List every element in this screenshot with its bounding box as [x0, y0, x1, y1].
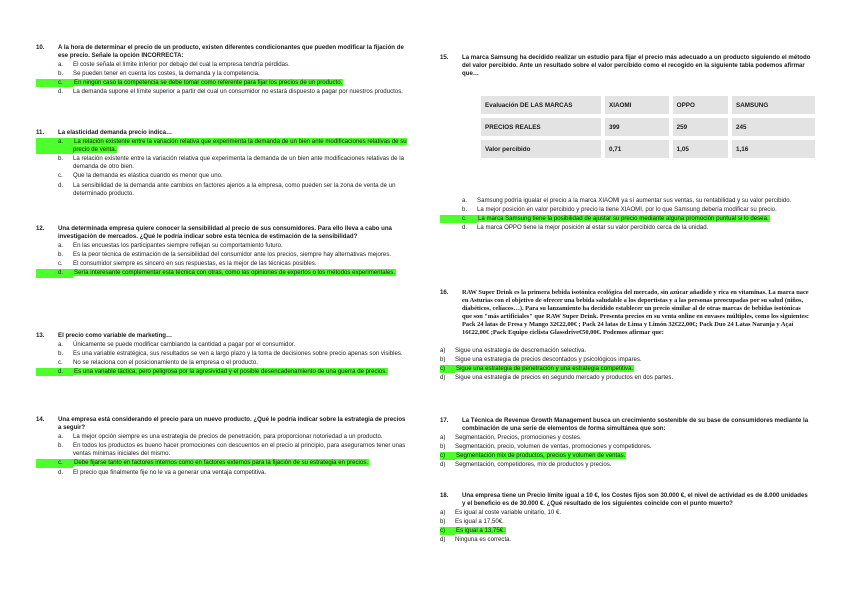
table-cell: Valor percibido	[479, 138, 603, 160]
option-text: Sigue una estrategia de descremación selectiva.	[455, 346, 587, 354]
option-letter: b)	[440, 518, 446, 526]
option-b[interactable]	[36, 251, 408, 259]
option-letter: b.	[462, 206, 468, 214]
option-letter: b.	[58, 350, 64, 358]
option-d[interactable]	[440, 461, 812, 469]
option-text-highlighted: Debe fijarse tanto en factores internos como en factores externos para la fijación de su estrategia en precios.	[74, 459, 369, 467]
perceived-value-table	[477, 92, 819, 162]
option-d[interactable]	[440, 536, 812, 544]
option-text-highlighted: En ningún caso la competencia se debe tomar como referente para fijar los precios de un producto.	[74, 79, 343, 87]
option-letter: a.	[462, 197, 468, 204]
table-cell: 0,71	[603, 138, 671, 160]
question-10	[36, 44, 408, 97]
option-letter: b.	[58, 70, 64, 78]
table-row	[479, 94, 817, 116]
option-text: Que la demanda es elástica cuando es menor que uno.	[73, 172, 223, 180]
table-cell: 1,16	[730, 138, 817, 160]
option-letter: c)	[440, 365, 455, 373]
option-letter: b.	[58, 155, 64, 163]
option-letter: d)	[440, 536, 446, 544]
table-cell: XIAOMI	[603, 94, 671, 116]
question-13	[36, 332, 408, 376]
question-16	[440, 289, 812, 382]
option-text: El precio que finalmente fije no le va a generar una ventaja competitiva.	[73, 468, 267, 476]
question-text: La elasticidad demanda precio indica…	[58, 129, 173, 136]
option-text-highlighted: La relación existente entre la variación relativa que experimenta la demanda de un bien ante modificaciones relativas de su precio de venta.	[73, 138, 407, 154]
table-cell: 399	[603, 116, 671, 138]
option-letter: a.	[58, 242, 64, 250]
option-letter: a)	[440, 346, 446, 354]
question-text: A la hora de determinar el precio de un producto, existen diferentes condicionantes que pueden modificar la fijación de ese precio. Señale la opción INCORRECTA:	[58, 44, 404, 60]
option-c[interactable]	[36, 359, 408, 367]
option-letter: c.	[58, 260, 63, 268]
option-text: Samsung podría igualar el precio a la marca XIAOMI ya sí aumentar sus ventas, su rentabilidad y su valor percibido.	[477, 197, 792, 204]
option-b[interactable]	[440, 206, 812, 214]
option-a[interactable]	[36, 341, 408, 349]
question-number: 11.	[36, 129, 45, 136]
option-text: En las encuestas los participantes siempre reflejan su comportamiento futuro.	[73, 242, 283, 250]
option-d[interactable]	[36, 182, 408, 198]
question-15	[440, 54, 812, 78]
option-letter: d.	[58, 88, 64, 96]
question-number: 15.	[440, 54, 449, 61]
option-text: La marca OPPO tiene la mejor posición al estar su valor percibido cerca de la unidad.	[477, 224, 709, 232]
option-d[interactable]	[440, 224, 812, 232]
option-text: Segmentación, competidores, mix de productos y precios.	[455, 461, 612, 469]
table-cell: PRECIOS REALES	[479, 116, 603, 138]
option-c-correct[interactable]	[36, 459, 408, 467]
option-a-correct[interactable]	[36, 138, 408, 154]
option-b[interactable]	[36, 442, 408, 458]
option-a[interactable]	[440, 347, 812, 355]
table-row	[479, 138, 817, 160]
option-d-correct[interactable]	[36, 269, 408, 277]
option-letter: a)	[440, 509, 446, 517]
question-text: La marca Samsung ha decidido realizar un estudio para fijar el precio más adecuado a un producto siguiendo el método del valor percibido. Ante un resultado sobre el valor percibido como el recogido en la siguiente tabla podemos afirmar que…	[462, 54, 811, 78]
option-letter: d.	[462, 224, 468, 232]
option-letter: c)	[440, 527, 455, 535]
option-letter: d)	[440, 373, 446, 381]
option-text: Se pueden tener en cuenta los costes, la demanda y la competencia.	[73, 70, 260, 78]
option-text: El coste señala el límite inferior por debajo del cual la empresa tendría pérdidas.	[73, 61, 290, 69]
option-text: La relación existente entre la variación relativa que experimenta la demanda de un bien ante modificaciones relativas de la demanda de otro bien.	[73, 155, 404, 171]
option-letter: b)	[440, 443, 446, 451]
option-text: El consumidor siempre es sincero en sus respuestas, es la mejor de las técnicas posibles.	[73, 260, 317, 268]
table-cell: Evaluación DE LAS MARCAS	[479, 94, 603, 116]
option-a[interactable]	[440, 509, 812, 517]
option-text-highlighted: Es igual a 13,75€.	[456, 527, 505, 535]
question-number: 12.	[36, 225, 45, 232]
option-letter: b.	[58, 442, 64, 450]
option-text: Es la peor técnica de estimación de la sensibilidad del consumidor ante los precios, siempre hay alternativas mejores.	[73, 251, 392, 259]
option-text-highlighted: Sería interesante complementar esta técnica con otras, como las opiniones de expertos o los métodos experimentales.	[74, 269, 396, 277]
option-letter: d.	[36, 368, 73, 376]
option-text: Segmentación, Precios, promociones y costes.	[455, 434, 582, 442]
option-letter: c.	[58, 359, 63, 367]
question-number: 17.	[440, 417, 449, 424]
question-text: La Técnica de Revenue Growth Management busca un crecimiento sostenible de su base de consumidores mediante la combinación de una serie de elementos de forma simultánea que son:	[462, 417, 809, 433]
option-d[interactable]	[36, 469, 408, 477]
option-d[interactable]	[36, 88, 408, 96]
question-text: Una empresa tiene un Precio límite igual a 10 €, los Costes fijos son 30.000 €, el nivel de actividad es de 8.000 unidades y el beneficio es de 30.000 €. ¿Qué resultado de los siguientes coincide con el punto muerto?	[462, 492, 808, 508]
option-c-correct[interactable]	[440, 452, 812, 460]
option-d-correct[interactable]	[36, 368, 408, 376]
option-a[interactable]	[36, 242, 408, 250]
table-cell: 259	[671, 116, 730, 138]
option-letter: a)	[440, 434, 446, 442]
option-letter: a.	[58, 341, 64, 349]
option-c-correct[interactable]	[440, 365, 812, 373]
option-letter: b.	[58, 251, 64, 259]
question-number: 13.	[36, 332, 45, 339]
option-a[interactable]	[36, 433, 408, 441]
question-number: 14.	[36, 416, 45, 423]
question-12	[36, 225, 408, 278]
question-number: 18.	[440, 492, 449, 499]
option-letter: c.	[36, 79, 73, 87]
question-17	[440, 417, 812, 470]
option-text: La mejor posición en valor percibido y precio la tiene XIAOMI, por lo que Samsung debería modificar su precio.	[477, 206, 777, 214]
question-number: 16.	[440, 289, 449, 296]
question-14	[36, 416, 408, 477]
question-text: El precio como variable de marketing…	[58, 332, 173, 339]
option-letter: d.	[36, 269, 73, 277]
option-text: La mejor opción siempre es una estrategia de precios de penetración, para proporcionar notoriedad a un producto.	[73, 433, 383, 441]
table-row	[479, 116, 817, 138]
option-b[interactable]	[36, 155, 408, 171]
option-text: Sigue una estrategia de precios en segundo mercado y productos en dos partes.	[455, 373, 674, 381]
option-text-highlighted: Es una variable táctica, pero peligrosa por la agresividad y el posible desencadenamiento de una guerra de precios.	[74, 368, 388, 376]
option-text-highlighted: Segmentación mix de productos, precios y volumen de ventas.	[456, 452, 626, 460]
option-letter: c)	[440, 452, 455, 460]
option-text: Sigue una estrategia de precios descontados y psicológicos impares.	[455, 355, 642, 363]
option-letter: a.	[36, 138, 73, 154]
option-c[interactable]	[36, 260, 408, 268]
option-a[interactable]	[440, 434, 812, 442]
option-b[interactable]	[440, 443, 812, 451]
option-b[interactable]	[440, 518, 812, 526]
option-letter: d.	[58, 181, 64, 189]
option-letter: c.	[36, 459, 73, 467]
table-cell: 245	[730, 116, 817, 138]
table-cell: SAMSUNG	[730, 94, 817, 116]
option-b[interactable]	[440, 356, 812, 364]
option-text: Es igual a 17,50€.	[455, 518, 504, 526]
option-text: Ninguna es correcta.	[455, 536, 512, 544]
option-text-highlighted: La marca Samsung tiene la posibilidad de ajustar su precio mediante alguna promoción puntual si lo desea.	[478, 215, 769, 223]
option-text: Es igual al coste variable unitario, 10 €.	[455, 509, 562, 517]
option-c-correct[interactable]	[36, 79, 408, 87]
option-letter: c.	[440, 215, 477, 223]
option-a[interactable]	[440, 197, 812, 205]
option-a[interactable]	[36, 61, 408, 69]
option-text: En todos los productos es bueno hacer promociones con descuentos en el precio al principio, para asegurarnos tener unas ventas mínimas iniciales del mismo.	[73, 442, 406, 458]
option-text: No se relaciona con el posicionamiento de la empresa o el producto.	[73, 359, 258, 367]
question-18	[440, 492, 812, 545]
option-letter: a.	[58, 61, 64, 69]
option-b[interactable]	[36, 350, 408, 358]
option-text: La sensibilidad de la demanda ante cambios en factores ajenos a la empresa, como pueden ser la zona de venta de un determinado producto.	[73, 181, 396, 197]
option-text: Únicamente se puede modificar cambiando la cantidad a pagar por el consumidor.	[73, 341, 296, 349]
option-letter: c.	[58, 172, 63, 180]
option-c-correct[interactable]	[440, 527, 812, 535]
option-c[interactable]	[36, 172, 408, 180]
option-text: La demanda supone el límite superior a partir del cual un consumidor no estará dispuesto a pagar por nuestros productos.	[73, 88, 403, 96]
option-text: Segmentación, precio, volumen de ventas, promociones y competidores.	[455, 443, 652, 451]
option-b[interactable]	[36, 70, 408, 78]
table-cell: OPPO	[671, 94, 730, 116]
question-number: 10.	[36, 44, 45, 51]
option-c-correct[interactable]	[440, 215, 812, 223]
question-text: RAW Super Drink es la primera bebida isotónica ecológica del mercado, sin azúcar añadido y rica en vitaminas. La marca nace en Asturias con el objetivo de ofrecer una bebida saludable a los deportistas y a las personas preocupadas por su salud (niños, diabéticos, celíacos…). Para su lanzamiento ha decidido establecer un precio similar al de otras marcas de bebidas isotónicas que son "más artificiales" que RAW Super Drink. Presenta precios en su venta online en envases múltiples, como los siguientes: Pack 24 latas de Fresa y Mango 32€22,00€ ; Pack 24 latas de Lima y Limón 32€22,00€; Pack Duo 24 Latas Naranja y Açaí 16€22,00€ ;Pack Equipo ciclista Glassdrive€50,00€. Podemos afirmar que:	[462, 289, 809, 337]
option-letter: b)	[440, 355, 446, 363]
option-d[interactable]	[440, 374, 812, 382]
option-text: Es una variable estratégica, sus resultados se ven a largo plazo y la toma de decisiones sobre precio apenas son visibles.	[73, 350, 403, 358]
question-text: Una empresa está considerando el precio para un nuevo producto. ¿Qué le podría indicar sobre la estrategia de precios a seguir?	[58, 416, 406, 432]
table-cell: 1,05	[671, 138, 730, 160]
option-text-highlighted: Sigue una estrategia de penetración y una estrategia competitiva.	[456, 364, 634, 372]
question-text: Una determinada empresa quiere conocer la sensibilidad al precio de sus consumidores. Para ello lleva a cabo una investigación de mercados. ¿Qué le podría indicar sobre esta técnica de estimación de la sensibilidad?	[58, 225, 392, 241]
question-15-options	[440, 196, 812, 232]
option-letter: d)	[440, 461, 446, 469]
option-letter: d.	[58, 468, 64, 476]
option-letter: a.	[58, 433, 64, 441]
question-11	[36, 129, 408, 198]
